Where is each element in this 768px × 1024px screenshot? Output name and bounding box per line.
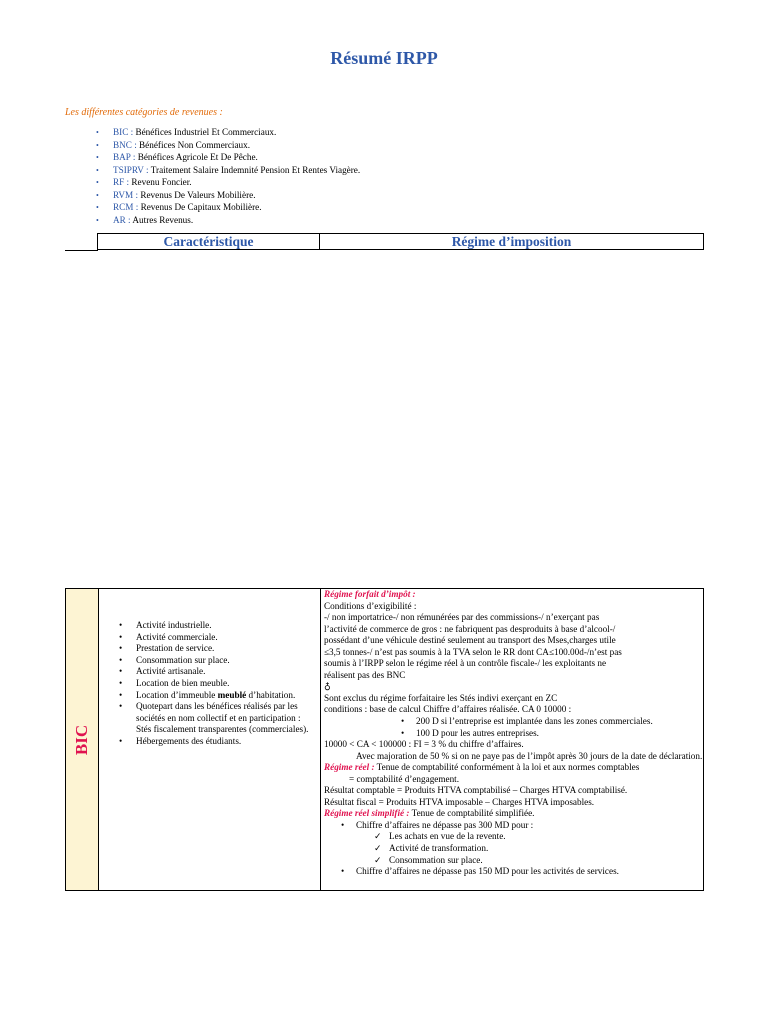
bullet-icon: • xyxy=(341,819,345,830)
page-title: Résumé IRPP xyxy=(330,48,438,68)
forfait-title: Régime forfait d’impôt : xyxy=(324,589,416,599)
category-text: Revenus De Valeurs Mobilière. xyxy=(138,189,256,200)
fi-text: 10000 < CA < 100000 : FI = 3 % du chiffre d’affaires. xyxy=(324,739,524,750)
table-header xyxy=(97,233,704,250)
category-abbr: RCM : xyxy=(113,202,139,212)
earth-symbol-icon: ♁ xyxy=(324,681,331,692)
list-item xyxy=(324,855,703,867)
list-item: • Activité commerciale. xyxy=(119,632,315,644)
conditions-line: soumis à l’IRPP selon le régime réel à un contrôle fiscale-/ les exploitants ne xyxy=(324,658,607,669)
bic-label-cell xyxy=(66,589,99,890)
reel-title: Régime réel : xyxy=(324,762,375,773)
majoration-text: Avec majoration de 50 % si on ne paye pas de l’impôt après 30 jours de la date de déclaration. xyxy=(356,750,703,761)
bullet-icon: • xyxy=(96,128,99,137)
list-item: • Hébergements des étudiants. xyxy=(119,736,315,748)
category-abbr: BAP : xyxy=(113,152,136,162)
reel-text: Tenue de comptabilité conformément à la loi et aux normes comptables xyxy=(374,762,640,773)
list-item: • Quotepart dans les bénéfices réalisés par les sociétés en nom collectif et en participation : Stés fiscalement transparentes (commerciales). xyxy=(119,701,315,736)
check-text: Consommation sur place. xyxy=(389,854,483,865)
checkmark-icon: ✓ xyxy=(374,843,382,854)
exclus-text: Sont exclus du régime forfaitaire les Stés indivi exerçant en ZC xyxy=(324,692,558,703)
bullet-icon: • xyxy=(96,140,99,150)
resultat-fiscal: Résultat fiscal = Produits HTVA imposable – Charges HTVA imposables. xyxy=(324,796,595,807)
list-item xyxy=(96,189,360,202)
d100-text: 100 D pour les autres entreprises. xyxy=(416,727,539,738)
bic-activities-cell xyxy=(99,589,321,890)
list-item xyxy=(96,151,360,164)
category-text: Bénéfices Non Commerciaux. xyxy=(136,139,251,150)
list-item xyxy=(96,126,360,139)
category-abbr: AR : xyxy=(113,214,131,225)
category-text: Traitement Salaire Indemnité Pension Et Rentes Viagère. xyxy=(148,164,361,175)
bic-table xyxy=(65,588,704,891)
conditions-line: l’activité de commerce de gros : ne fabriquent pas desproduits à base d’alcool-/ xyxy=(324,623,616,634)
bullet-icon: • xyxy=(401,716,405,727)
list-item xyxy=(96,214,360,227)
list-item: • Activité industrielle. xyxy=(119,620,315,632)
conditions-line: possédant d’une véhicule destiné seulement au transport des Mses,charges utile xyxy=(324,635,616,646)
categories-list xyxy=(96,126,360,226)
simplifie-text: Tenue de comptabilité simplifiée. xyxy=(409,808,535,819)
list-item xyxy=(96,139,360,152)
bullet-icon: • xyxy=(96,178,99,187)
bic-activities-list xyxy=(119,620,315,748)
conditions-label: Conditions d’exigibilité : xyxy=(324,600,417,611)
conditions-line: -/ non importatrice-/ non rémunérées par des commissions-/ n’exerçant pas xyxy=(324,612,600,623)
category-abbr: TSIPRV : xyxy=(113,164,149,175)
bullet-icon: • xyxy=(96,190,99,200)
list-item: • Location de bien meuble. xyxy=(119,678,315,690)
resultat-comptable: Résultat comptable = Produits HTVA comptabilisé – Charges HTVA comptabilisé. xyxy=(324,785,628,796)
conditions-line: ≤3,5 tonnes-/ n’est pas soumis à la TVA selon le RR dont CA≤100.00d-/n’est pas xyxy=(324,646,622,657)
bullet-icon: • xyxy=(96,203,99,212)
bic-regime-cell xyxy=(321,589,703,890)
list-item xyxy=(324,728,703,740)
bullet-icon: • xyxy=(401,727,405,738)
list-item xyxy=(324,716,703,728)
category-text: Bénéfices Agricole Et De Pêche. xyxy=(135,152,258,162)
list-item: • Consommation sur place. xyxy=(119,655,315,667)
bic-label: BIC xyxy=(72,724,91,755)
list-item xyxy=(324,820,703,832)
category-text: Revenu Foncier. xyxy=(129,177,192,187)
list-item xyxy=(96,201,360,214)
ca150-text: Chiffre d’affaires ne dépasse pas 150 MD pour les activités de services. xyxy=(356,866,619,877)
immeuble-pre: Location d’immeuble xyxy=(136,689,218,700)
check-text: Activité de transformation. xyxy=(389,843,489,854)
category-text: Bénéfices Industriel Et Commerciaux. xyxy=(133,127,277,137)
checkmark-icon: ✓ xyxy=(374,831,382,842)
list-item: • Activité artisanale. xyxy=(119,666,315,678)
category-abbr: BNC : xyxy=(113,139,137,150)
header-caracteristique: Caractéristique xyxy=(98,234,320,249)
ca300-text: Chiffre d’affaires ne dépasse pas 300 MD pour : xyxy=(356,819,534,830)
bullet-icon: • xyxy=(96,165,99,175)
immeuble-post: d’habitation. xyxy=(246,689,296,700)
reel-line xyxy=(324,762,703,774)
category-abbr: RVM : xyxy=(113,189,139,200)
base-calcul-text: conditions : base de calcul Chiffre d’affaires réalisée. CA 0 10000 : xyxy=(324,704,572,715)
header-divider xyxy=(65,250,98,251)
list-item xyxy=(96,176,360,189)
list-item xyxy=(324,843,703,855)
reel-text-2: = comptabilité d’engagement. xyxy=(349,773,460,784)
checkmark-icon: ✓ xyxy=(374,854,382,865)
categories-heading: Les différentes catégories de revenues : xyxy=(65,107,223,118)
bullet-icon: • xyxy=(96,215,99,225)
bullet-icon: • xyxy=(96,153,99,162)
conditions-line: réalisent pas des BNC xyxy=(324,669,406,680)
category-abbr: RF : xyxy=(113,177,130,187)
list-item xyxy=(324,831,703,843)
simplifie-line xyxy=(324,808,703,820)
list-item xyxy=(96,164,360,177)
list-item xyxy=(119,690,315,702)
list-item: • Prestation de service. xyxy=(119,643,315,655)
list-item xyxy=(324,866,703,878)
category-text: Autres Revenus. xyxy=(130,214,194,225)
check-text: Les achats en vue de la revente. xyxy=(389,831,506,842)
header-regime: Régime d’imposition xyxy=(451,234,572,249)
bullet-icon: • xyxy=(341,866,345,877)
d200-text: 200 D si l’entreprise est implantée dans les zones commerciales. xyxy=(416,716,653,727)
simplifie-title: Régime réel simplifié : xyxy=(324,808,410,819)
category-text: Revenus De Capitaux Mobilière. xyxy=(138,202,262,212)
category-abbr: BIC : xyxy=(113,127,134,137)
immeuble-bold: meublé xyxy=(217,689,247,700)
